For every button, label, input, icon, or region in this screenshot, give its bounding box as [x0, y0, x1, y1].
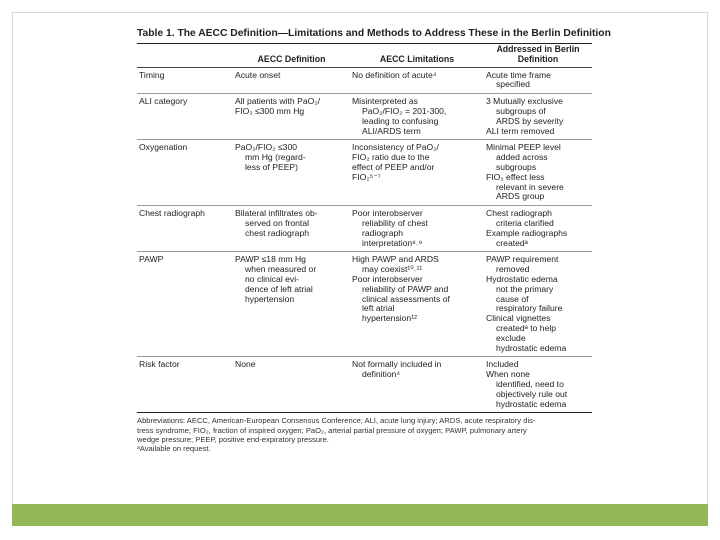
row-label: Oxygenation [137, 140, 233, 206]
cell-line: All patients with PaO₂/ [235, 96, 321, 107]
cell-line: Hydrostatic edema [486, 273, 558, 284]
cell-line: None [235, 359, 256, 370]
cell-line: when measured or [245, 264, 317, 275]
aecc-definition-cell [233, 94, 350, 140]
footer-accent-bar [12, 504, 708, 526]
cell-line: hypertension¹² [362, 313, 417, 324]
cell-line: respiratory failure [496, 303, 563, 314]
table-row [137, 140, 592, 206]
cell-line: FIO₂ ratio due to the [352, 152, 430, 163]
table-row [137, 252, 592, 357]
cell-line: criteria clarified [496, 217, 554, 228]
table-footnotes [137, 416, 592, 453]
cell-line: PaO₂/FIO₂ ≤300 [235, 142, 298, 153]
aecc-definition-cell [233, 252, 350, 357]
cell-line: Chest radiograph [486, 208, 552, 219]
cell-line: PAWP ≤18 mm Hg [235, 254, 306, 265]
row-label: PAWP [137, 252, 233, 357]
aecc-limitations-cell [350, 357, 484, 413]
cell-line: ALI term removed [486, 125, 555, 136]
cell-line: subgroups [496, 161, 537, 172]
cell-line: When none [486, 369, 530, 380]
cell-line: dence of left atrial [245, 283, 313, 294]
cell-line: ARDS by severity [496, 115, 564, 126]
aecc-definition-cell [233, 357, 350, 413]
row-label: Timing [137, 67, 233, 94]
cell-line: clinical assessments of [362, 293, 450, 304]
table-row [137, 357, 592, 413]
cell-line: Misinterpreted as [352, 96, 418, 107]
cell-line: Not formally included in [352, 359, 442, 370]
aecc-limitations-cell [350, 140, 484, 206]
header-berlin-definition: Addressed in Berlin Definition [484, 44, 592, 67]
row-label: ALI category [137, 94, 233, 140]
cell-line: definition⁴ [362, 369, 401, 380]
cell-line: PaO₂/FIO₂ = 201-300, [362, 105, 447, 116]
cell-line: exclude [496, 332, 526, 343]
cell-line: Minimal PEEP level [486, 142, 561, 153]
cell-line: objectively rule out [496, 388, 568, 399]
cell-line: mm Hg (regard- [245, 152, 306, 163]
aecc-limitations-cell [350, 206, 484, 252]
cell-line: No definition of acute⁴ [352, 69, 437, 80]
cell-line: 3 Mutually exclusive [486, 96, 563, 107]
aecc-limitations-cell [350, 94, 484, 140]
cell-line: reliability of PAWP and [362, 283, 449, 294]
cell-line: removed [496, 264, 530, 275]
header-aecc-limitations: AECC Limitations [350, 44, 484, 67]
berlin-definition-cell [484, 357, 592, 413]
cell-line: Included [486, 359, 519, 370]
table-body [137, 67, 592, 413]
berlin-definition-cell [484, 206, 592, 252]
cell-line: leading to confusing [362, 115, 439, 126]
aecc-definition-cell [233, 140, 350, 206]
cell-line: Clinical vignettes [486, 313, 551, 324]
cell-line: radiograph [362, 227, 404, 238]
cell-line: hydrostatic edema [496, 398, 567, 409]
cell-line: Acute onset [235, 69, 281, 80]
cell-line: served on frontal [245, 217, 310, 228]
berlin-definition-cell [484, 94, 592, 140]
aecc-definition-cell [233, 67, 350, 94]
cell-line: identified, need to [496, 378, 564, 389]
cell-line: Poor interobserver [352, 273, 423, 284]
berlin-definition-cell [484, 140, 592, 206]
cell-line: PAWP requirement [486, 254, 559, 265]
cell-line: reliability of chest [362, 217, 428, 228]
footnote-line: wedge pressure; PEEP, positive end-expiratory pressure. [137, 434, 329, 444]
cell-line: relevant in severe [496, 181, 564, 192]
cell-line: not the primary [496, 283, 554, 294]
table-document [137, 28, 611, 453]
row-label: Risk factor [137, 357, 233, 413]
berlin-definition-cell [484, 67, 592, 94]
berlin-definition-cell [484, 252, 592, 357]
cell-line: less of PEEP) [245, 161, 299, 172]
row-label: Chest radiograph [137, 206, 233, 252]
cell-line: createdᵃ [496, 237, 528, 248]
cell-line: specified [496, 79, 530, 90]
header-row [137, 44, 592, 67]
header-blank [137, 44, 233, 67]
cell-line: FIO₂ effect less [486, 171, 545, 182]
table-title: Table 1. The AECC Definition—Limitations and Methods to Address These in the Berlin Definition [137, 28, 592, 44]
cell-line: Inconsistency of PaO₂/ [352, 142, 439, 153]
cell-line: interpretation⁸˒⁹ [362, 237, 423, 248]
aecc-berlin-table [137, 44, 592, 413]
cell-line: subgroups of [496, 105, 546, 116]
cell-line: cause of [496, 293, 529, 304]
cell-line: hypertension [245, 293, 295, 304]
cell-line: High PAWP and ARDS [352, 254, 439, 265]
table-row [137, 206, 592, 252]
aecc-limitations-cell [350, 67, 484, 94]
cell-line: Example radiographs [486, 227, 568, 238]
cell-line: Poor interobserver [352, 208, 423, 219]
cell-line: FIO₂ ≤300 mm Hg [235, 105, 305, 116]
cell-line: may coexist¹⁰˒¹¹ [362, 264, 423, 275]
aecc-definition-cell [233, 206, 350, 252]
cell-line: left atrial [362, 303, 395, 314]
cell-line: ALI/ARDS term [362, 125, 421, 136]
aecc-limitations-cell [350, 252, 484, 357]
cell-line: Bilateral infiltrates ob- [235, 208, 318, 219]
header-aecc-definition: AECC Definition [233, 44, 350, 67]
table-row [137, 67, 592, 94]
cell-line: added across [496, 152, 548, 163]
cell-line: createdᵃ to help [496, 322, 557, 333]
footnote-line: tress syndrome; FIO₂, fraction of inspired oxygen; PaO₂, arterial partial pressure of oxygen; PAWP, pulmonary artery [137, 425, 527, 435]
cell-line: Acute time frame [486, 69, 551, 80]
cell-line: ARDS group [496, 191, 545, 202]
cell-line: hydrostatic edema [496, 342, 567, 353]
footnote-line: Abbreviations: AECC, American-European Consensus Conference; ALI, acute lung injury; ARDS, acute respiratory dis- [137, 416, 536, 426]
table-row [137, 94, 592, 140]
footnote-line: ᵃAvailable on request. [137, 443, 211, 453]
cell-line: no clinical evi- [245, 273, 299, 284]
cell-line: chest radiograph [245, 227, 310, 238]
cell-line: FIO₂⁵⁻⁷ [352, 171, 381, 182]
cell-line: effect of PEEP and/or [352, 161, 435, 172]
